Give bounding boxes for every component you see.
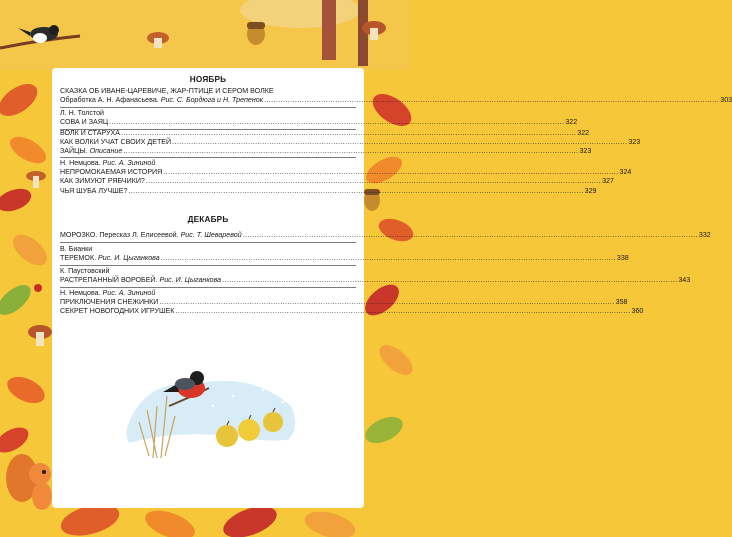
page-number: 338 [616, 254, 629, 263]
page-number: 323 [579, 147, 592, 156]
toc-entry [60, 267, 691, 285]
entry-title: ТЕРЕМОК. [60, 254, 97, 263]
author-name: К. Паустовский [60, 267, 110, 275]
section-heading-november: НОЯБРЬ [189, 75, 227, 84]
page-number: 324 [619, 168, 632, 177]
entry-title: СЕКРЕТ НОВОГОДНИХ ИГРУШЕК [60, 307, 175, 316]
author-name: В. Бианки [60, 245, 93, 253]
divider [60, 157, 356, 158]
page-number: 303 [720, 96, 732, 105]
page-number: 327 [602, 177, 614, 186]
toc-entry [60, 159, 632, 196]
entry-title: Обработка А. Н. Афанасьева. [60, 96, 159, 105]
leader-dots [121, 129, 576, 138]
illustrator-note: Рис. И. Цыганкова [159, 276, 222, 285]
page-number: 332 [698, 231, 711, 239]
leader-dots [175, 307, 630, 316]
entry-title: МОРОЗКО. Пересказ Л. Елисеевой. [60, 231, 179, 239]
toc-entry [60, 129, 641, 157]
illustrator-note: Рис. С. Бордюга и Н. Трепенок [160, 96, 264, 105]
author-name: Н. Немцова. [60, 289, 101, 297]
toc-entry [60, 289, 644, 317]
winter-bullfinch-illustration [123, 366, 305, 464]
leader-dots [159, 298, 614, 307]
squirrel-illustration [6, 454, 52, 510]
page-number: 322 [565, 118, 578, 127]
toc-entry [60, 87, 732, 105]
entry-title: НЕПРОМОКАЕМАЯ ИСТОРИЯ [60, 168, 163, 177]
section-heading-december: ДЕКАБРЬ [187, 215, 229, 224]
leader-dots [146, 177, 601, 186]
entry-title: СОВА И ЗАЯЦ [60, 118, 109, 127]
entry-title: КАК ВОЛКИ УЧАТ СВОИХ ДЕТЕЙ [60, 138, 172, 147]
page-number: 322 [577, 129, 590, 137]
divider [60, 242, 356, 243]
leader-dots [161, 254, 616, 263]
entry-note: Описание [89, 147, 123, 156]
divider [60, 287, 356, 288]
toc-entry [60, 109, 578, 127]
entry-title: СКАЗКА ОБ ИВАНЕ-ЦАРЕВИЧЕ, ЖАР-ПТИЦЕ И СЕРОМ ВОЛКЕ [60, 87, 274, 95]
leader-dots [264, 96, 719, 105]
page-number: 323 [628, 138, 641, 147]
leader-dots [128, 187, 583, 196]
illustrator-note: Рис. А. Зининой [102, 289, 156, 297]
entry-title: РАСТРЕПАННЫЙ ВОРОБЕЙ. [60, 276, 158, 285]
entry-title: ВОЛК И СТАРУХА [60, 129, 121, 137]
leader-dots [222, 276, 677, 285]
divider [60, 107, 356, 108]
entry-title: ЗАЙЦЫ. [60, 147, 88, 156]
leader-dots [172, 138, 627, 147]
author-name: Л. Н. Толстой [60, 109, 104, 117]
author-name: Н. Немцова. [60, 159, 101, 167]
toc-entry [60, 245, 629, 263]
illustrator-note: Рис. Т. Шеваревой [180, 231, 242, 239]
page-number: 343 [678, 276, 691, 285]
leader-dots [243, 231, 698, 240]
illustrator-note: Рис. А. Зининой [102, 159, 156, 167]
divider [60, 265, 356, 266]
leader-dots [123, 147, 578, 156]
page-number: 360 [631, 307, 644, 316]
entry-title: ПРИКЛЮЧЕНИЯ СНЕЖИНКИ [60, 298, 159, 307]
page-number: 329 [584, 186, 597, 195]
entry-title: ЧЬЯ ШУБА ЛУЧШЕ? [60, 186, 128, 195]
leader-dots [109, 118, 564, 127]
entry-title: КАК ЗИМУЮТ РЯБЧИКИ? [60, 177, 145, 186]
leader-dots [163, 168, 618, 177]
page-number: 358 [615, 298, 628, 307]
toc-entry [60, 231, 711, 240]
illustrator-note: Рис. И. Цыганкова [98, 254, 160, 263]
